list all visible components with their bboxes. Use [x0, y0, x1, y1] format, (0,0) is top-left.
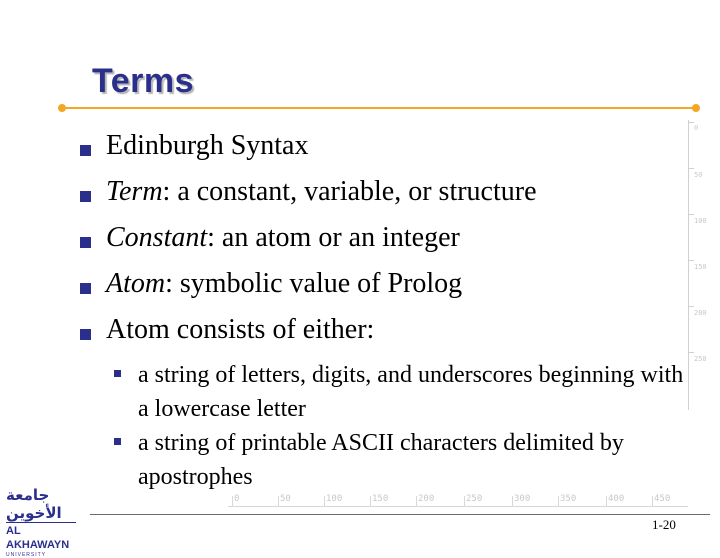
logo-subtitle: UNIVERSITY — [6, 552, 47, 558]
sub-bullet-item — [114, 426, 684, 494]
square-bullet-icon — [114, 438, 121, 445]
rule-right-dot — [692, 104, 700, 112]
bullet-text: Atom: symbolic value of Prolog — [106, 268, 463, 299]
square-bullet-icon — [80, 191, 91, 202]
ruler-label: 50 — [694, 171, 703, 179]
ruler-label: 0 — [234, 494, 240, 504]
vertical-ruler — [688, 120, 714, 410]
bullet-text: Atom consists of either: — [106, 314, 375, 345]
square-bullet-icon — [80, 283, 91, 294]
ruler-label: 200 — [418, 494, 435, 504]
ruler-label: 0 — [694, 124, 699, 132]
horizontal-ruler — [228, 492, 688, 508]
bullet-text: Edinburgh Syntax — [106, 130, 309, 161]
square-bullet-icon — [80, 237, 91, 248]
ruler-label: 100 — [326, 494, 343, 504]
bullet-text: Term: a constant, variable, or structure — [106, 176, 537, 207]
ruler-label: 100 — [694, 217, 707, 225]
sub-bullet-item — [114, 358, 684, 426]
logo-arabic-text: جامعة الأخوين — [6, 486, 62, 522]
university-logo — [6, 486, 76, 558]
square-bullet-icon — [80, 145, 91, 156]
page-number: 1-20 — [652, 517, 676, 532]
ruler-label: 350 — [560, 494, 577, 504]
ruler-label: 300 — [514, 494, 531, 504]
slide-title: Terms — [92, 62, 195, 100]
square-bullet-icon — [114, 370, 121, 377]
ruler-label: 400 — [608, 494, 625, 504]
ruler-label: 150 — [694, 263, 707, 271]
ruler-label: 50 — [280, 494, 291, 504]
square-bullet-icon — [80, 329, 91, 340]
ruler-label: 200 — [694, 309, 707, 317]
bullet-text: Constant: an atom or an integer — [106, 222, 460, 253]
ruler-label: 250 — [694, 355, 707, 363]
logo-english-text: AL AKHAWAYN — [6, 522, 76, 552]
ruler-label: 250 — [466, 494, 483, 504]
sub-bullet-text: a string of letters, digits, and underscores beginning with a lowercase letter — [138, 362, 684, 422]
footer-rule — [90, 514, 710, 515]
sub-bullet-text: a string of printable ASCII characters delimited by apostrophes — [138, 430, 624, 490]
ruler-label: 450 — [654, 494, 671, 504]
sub-bullet-list — [114, 358, 684, 494]
title-rule — [62, 107, 694, 109]
ruler-label: 150 — [372, 494, 389, 504]
